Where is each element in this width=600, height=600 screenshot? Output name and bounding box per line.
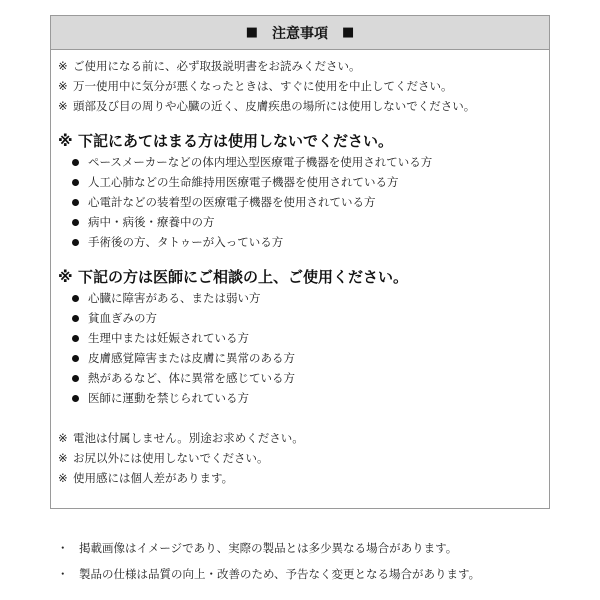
prohibited-heading [58, 130, 549, 152]
square-bullet-left-icon: ■ [245, 25, 258, 40]
footer-note-text: 掲載画像はイメージであり、実際の製品とは多少異なる場合があります。 [79, 541, 458, 555]
list-item-text: 手術後の方、タトゥーが入っている方 [88, 235, 284, 249]
closing-note [58, 468, 549, 488]
bullet-dot-icon [72, 179, 79, 186]
closing-note [58, 448, 549, 468]
list-item-text: 貧血ぎみの方 [88, 311, 157, 325]
list-item-text: ペースメーカーなどの体内埋込型医療電子機器を使用されている方 [88, 155, 433, 169]
reference-mark-icon: ※ [58, 132, 73, 150]
list-item [58, 212, 549, 232]
list-item [58, 192, 549, 212]
consult-list [58, 288, 549, 408]
list-item [58, 172, 549, 192]
bullet-dot-icon [72, 395, 79, 402]
closing-note-text: お尻以外には使用しないでください。 [73, 451, 269, 465]
intro-note [58, 96, 549, 116]
middle-dot-icon: ・ [57, 541, 69, 555]
reference-mark-icon: ※ [58, 451, 68, 465]
list-item-text: 人工心肺などの生命維持用医療電子機器を使用されている方 [88, 175, 399, 189]
footer-note-text: 製品の仕様は品質の向上・改善のため、予告なく変更となる場合があります。 [79, 567, 481, 581]
closing-note [58, 428, 549, 448]
prohibited-heading-text: 下記にあてはまる方は使用しないでください。 [78, 132, 394, 150]
middle-dot-icon: ・ [57, 567, 69, 581]
notice-header [51, 16, 549, 50]
consult-heading [58, 266, 549, 288]
footer-note [57, 561, 597, 587]
prohibited-list [58, 152, 549, 252]
closing-note-text: 使用感には個人差があります。 [73, 471, 234, 485]
notice-box [50, 15, 550, 509]
notice-body [51, 50, 549, 488]
list-item [58, 328, 549, 348]
list-item [58, 308, 549, 328]
list-item-text: 熱があるなど、体に異常を感じている方 [88, 371, 295, 385]
bullet-dot-icon [72, 375, 79, 382]
reference-mark-icon: ※ [58, 99, 68, 113]
list-item [58, 368, 549, 388]
square-bullet-right-icon: ■ [342, 25, 355, 40]
bullet-dot-icon [72, 295, 79, 302]
intro-note-text: 頭部及び目の周りや心臓の近く、皮膚疾患の場所には使用しないでください。 [73, 99, 476, 113]
list-item [58, 348, 549, 368]
bullet-dot-icon [72, 199, 79, 206]
reference-mark-icon: ※ [58, 431, 68, 445]
footer-notes [57, 535, 597, 587]
list-item-text: 心電計などの装着型の医療電子機器を使用されている方 [88, 195, 376, 209]
list-item-text: 生理中または妊娠されている方 [88, 331, 249, 345]
bullet-dot-icon [72, 355, 79, 362]
list-item-text: 皮膚感覚障害または皮膚に異常のある方 [88, 351, 295, 365]
bullet-dot-icon [72, 315, 79, 322]
list-item [58, 232, 549, 252]
notice-title: 注意事項 [272, 25, 328, 42]
reference-mark-icon: ※ [58, 268, 73, 286]
closing-note-text: 電池は付属しません。別途お求めください。 [73, 431, 304, 445]
bullet-dot-icon [72, 219, 79, 226]
consult-heading-text: 下記の方は医師にご相談の上、ご使用ください。 [78, 268, 409, 286]
list-item [58, 288, 549, 308]
intro-note-text: 万一使用中に気分が悪くなったときは、すぐに使用を中止してください。 [73, 79, 453, 93]
list-item [58, 388, 549, 408]
intro-note-text: ご使用になる前に、必ず取扱説明書をお読みください。 [73, 59, 361, 73]
footer-note [57, 535, 597, 561]
intro-note [58, 56, 549, 76]
bullet-dot-icon [72, 159, 79, 166]
reference-mark-icon: ※ [58, 79, 68, 93]
list-item-text: 心臓に障害がある、または弱い方 [88, 291, 261, 305]
list-item-text: 病中・病後・療養中の方 [88, 215, 215, 229]
reference-mark-icon: ※ [58, 59, 68, 73]
bullet-dot-icon [72, 335, 79, 342]
list-item-text: 医師に運動を禁じられている方 [88, 391, 249, 405]
intro-note [58, 76, 549, 96]
list-item [58, 152, 549, 172]
bullet-dot-icon [72, 239, 79, 246]
reference-mark-icon: ※ [58, 471, 68, 485]
